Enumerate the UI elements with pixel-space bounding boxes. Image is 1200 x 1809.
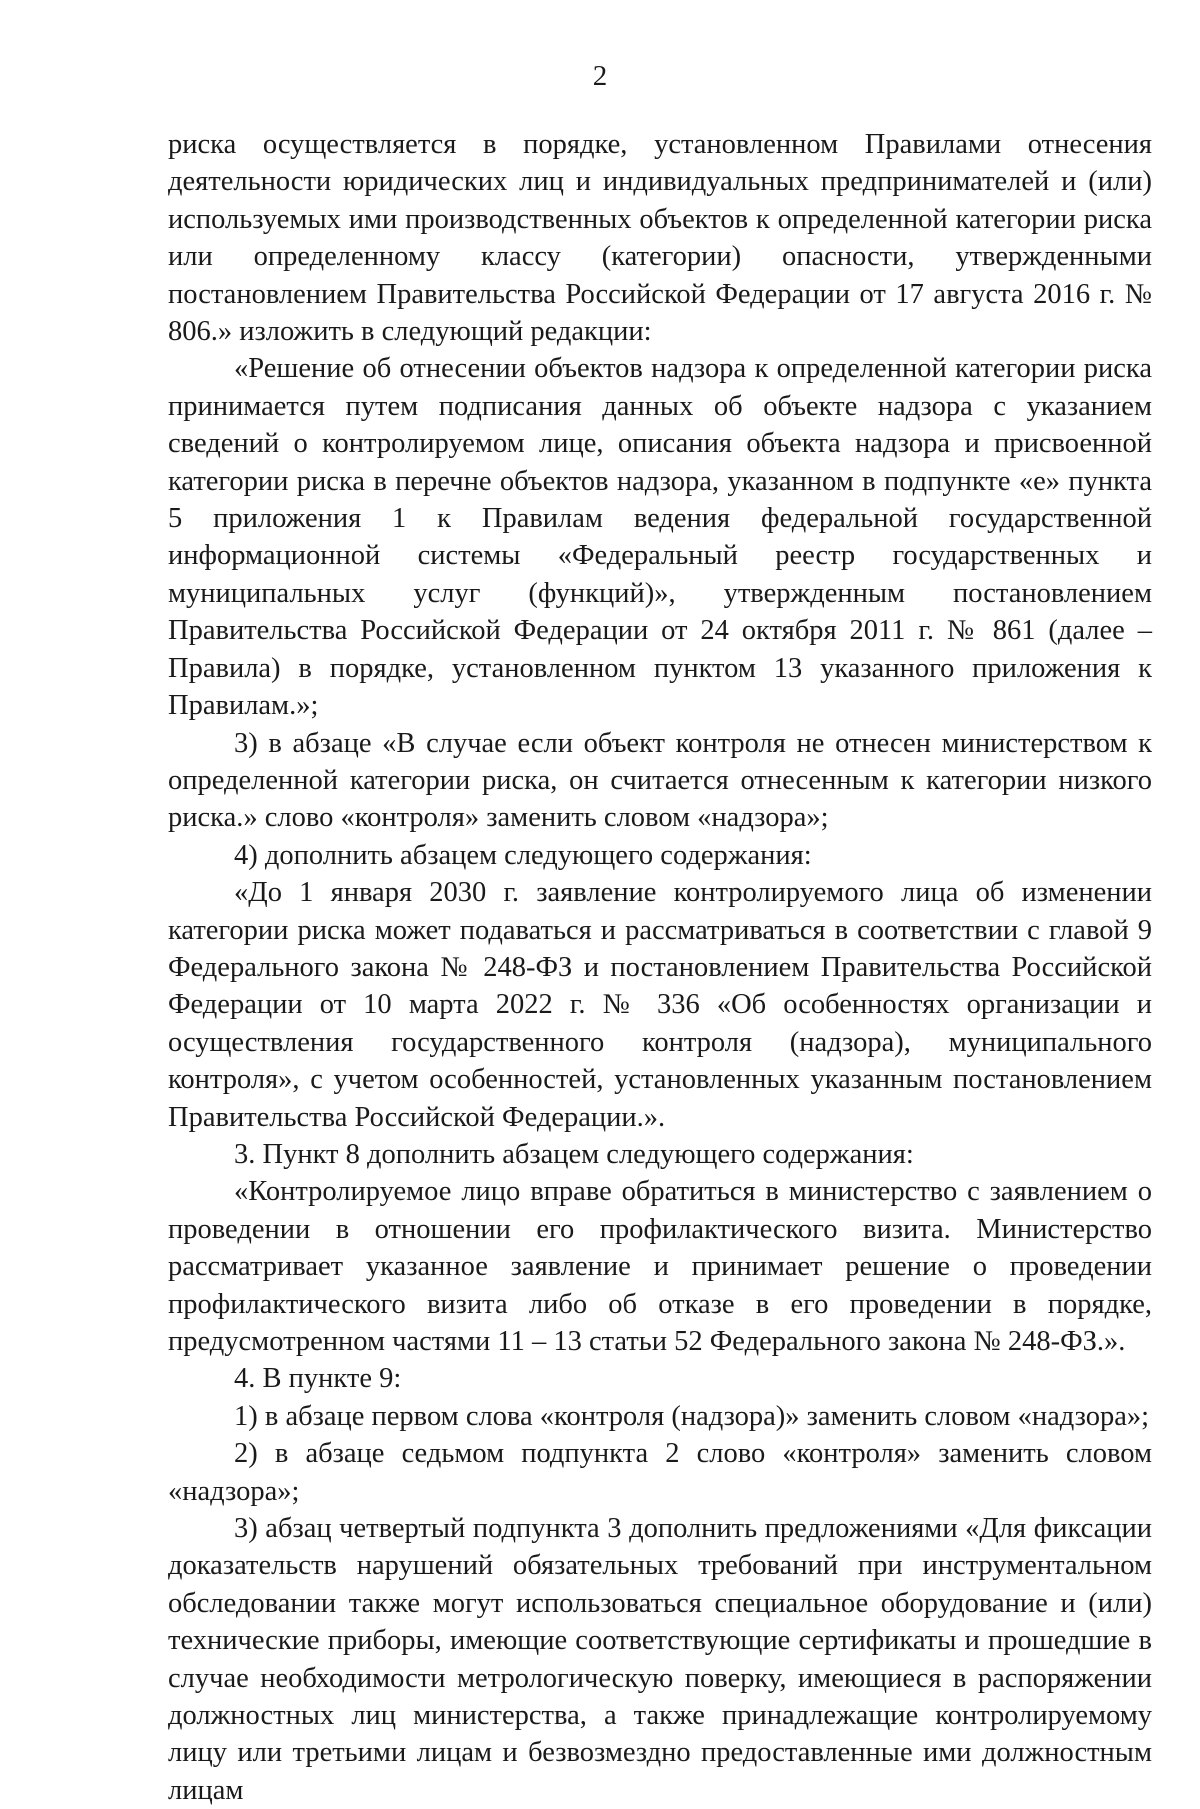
paragraph-9: 1) в абзаце первом слова «контроля (надзора)» заменить словом «надзора»; bbox=[234, 1400, 1150, 1432]
paragraph-3: 3) в абзаце «В случае если объект контроля не отнесен министерством к определенной категории риска, он считается отнесенным к категории низкого риска.» слово «контроля» заменить словом «надзора»; bbox=[168, 727, 1152, 834]
paragraph-4: 4) дополнить абзацем следующего содержания: bbox=[234, 839, 812, 871]
document-body bbox=[168, 126, 1152, 1809]
paragraph-7: «Контролируемое лицо вправе обратиться в министерство с заявлением о проведении в отношении его профилактического визита. Министерство рассматривает указанное заявление и принимает решение о проведении профилактического визита либо об отказе в его проведении в порядке, предусмотренном частями 11 – 13 статьи 52 Федерального закона № 248-ФЗ.». bbox=[168, 1176, 1152, 1357]
page-number: 2 bbox=[592, 60, 608, 92]
paragraph-2: «Решение об отнесении объектов надзора к определенной категории риска принимается путем подписания данных об объекте надзора с указанием сведений о контролируемом лице, описания объекта надзора и присвоенной категории риска в перечне объектов надзора, указанном в подпункте «е» пункта 5 приложения 1 к Правилам ведения федеральной государственной информационной системы «Федеральный реестр государственных и муниципальных услуг (функций)», утвержденным постановлением Правительства Российской Федерации от 24 октября 2011 г. № 861 (далее – Правила) в порядке, установленном пунктом 13 указанного приложения к Правилам.»; bbox=[168, 353, 1152, 722]
paragraph-10: 2) в абзаце седьмом подпункта 2 слово «контроля» заменить словом «надзора»; bbox=[168, 1438, 1152, 1507]
paragraph-1: риска осуществляется в порядке, установленном Правилами отнесения деятельности юридических лиц и индивидуальных предпринимателей и (или) используемых ими производственных объектов к определенной категории риска или определенному классу (категории) опасности, утвержденными постановлением Правительства Российской Федерации от 17 августа 2016 г. № 806.» изложить в следующий редакции: bbox=[168, 129, 1152, 348]
paragraph-5: «До 1 января 2030 г. заявление контролируемого лица об изменении категории риска может подаваться и рассматриваться в соответствии с главой 9 Федерального закона № 248-ФЗ и постановлением Правительства Российской Федерации от 10 марта 2022 г. № 336 «Об особенностях организации и осуществления государственного контроля (надзора), муниципального контроля», с учетом особенностей, установленных указанным постановлением Правительства Российской Федерации.». bbox=[168, 877, 1152, 1133]
paragraph-8: 4. В пункте 9: bbox=[234, 1363, 402, 1395]
paragraph-11: 3) абзац четвертый подпункта 3 дополнить предложениями «Для фиксации доказательств нарушений обязательных требований при инструментальном обследовании также могут использоваться специальное оборудование и (или) технические приборы, имеющие соответствующие сертификаты и прошедшие в случае необходимости метрологическую поверку, имеющиеся в распоряжении должностных лиц министерства, а также принадлежащие контролируемому лицу или третьими лицам и безвозмездно предоставленные ими должностным лицам bbox=[168, 1513, 1152, 1806]
paragraph-6: 3. Пункт 8 дополнить абзацем следующего содержания: bbox=[234, 1138, 914, 1170]
